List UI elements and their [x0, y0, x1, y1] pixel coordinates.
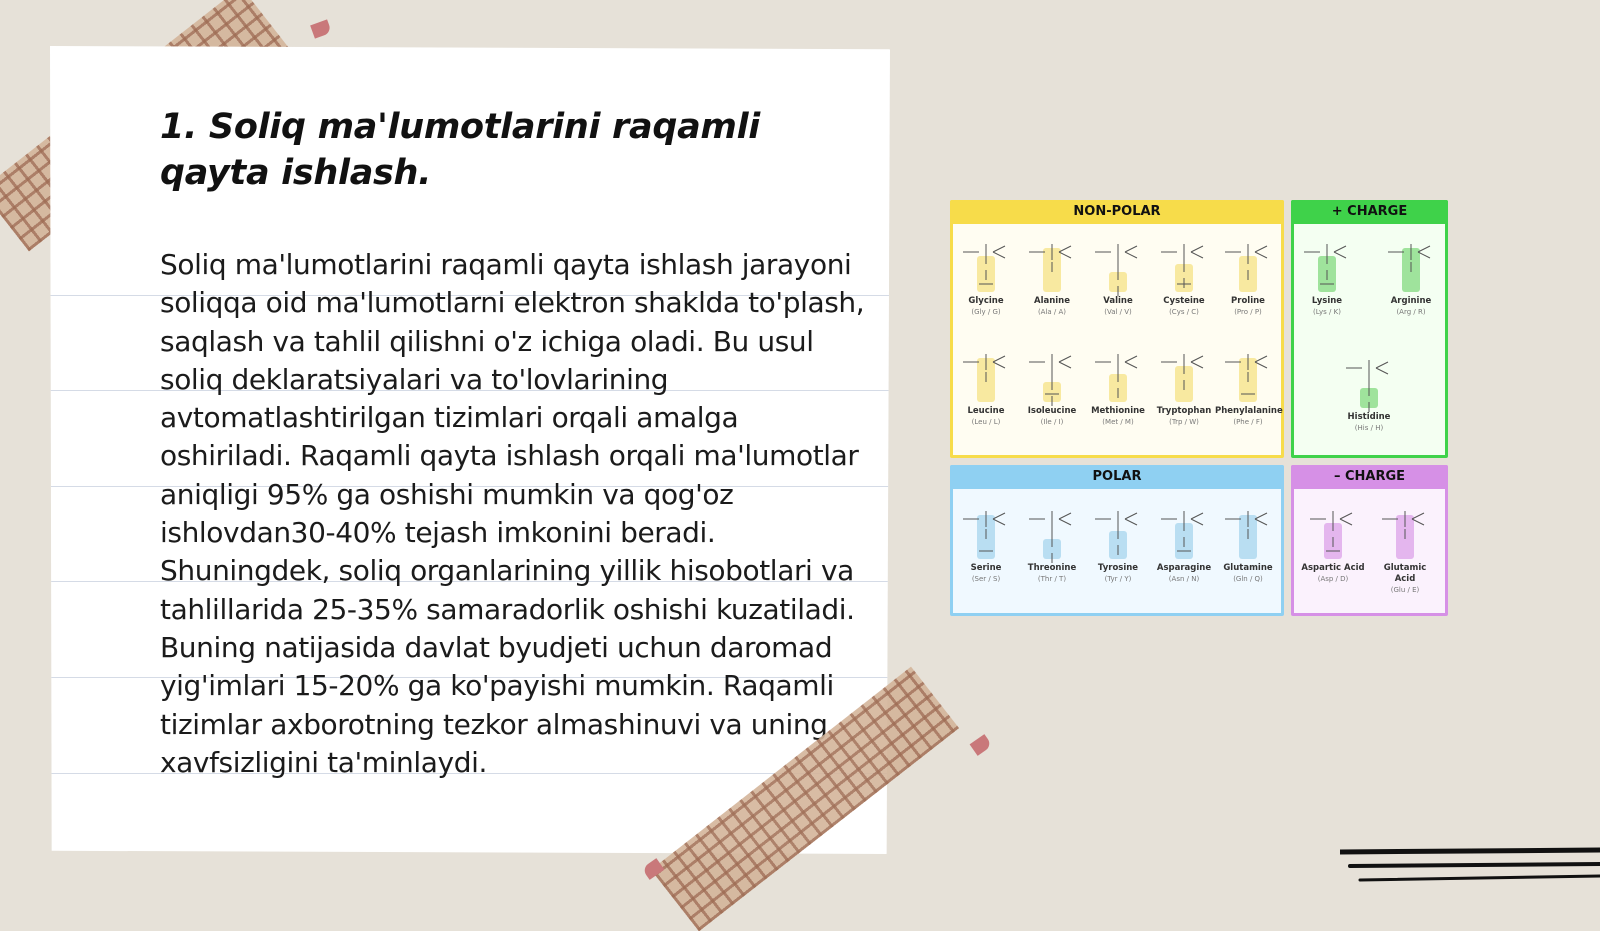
amino-acid-code: (Arg / R): [1396, 308, 1426, 316]
amino-acid-code: (Asn / N): [1168, 575, 1200, 583]
amino-acid-code: (Met / M): [1102, 418, 1134, 426]
molecule-structure: [1089, 346, 1147, 406]
amino-acid-name: Threonine: [1027, 563, 1077, 573]
molecule-structure: [1089, 503, 1147, 563]
positive-charge-body: [1294, 224, 1445, 455]
amino-acid-code: (His / H): [1354, 424, 1384, 432]
amino-acid-name: Proline: [1231, 296, 1265, 306]
amino-acid-name: Lysine: [1311, 296, 1343, 306]
amino-acid-name: Tyrosine: [1097, 563, 1139, 573]
polar-panel: [950, 465, 1284, 616]
slide-title: 1. Soliq ma'lumotlarini raqamli qayta ishlash.: [160, 107, 760, 193]
amino-acid-name: Tryptophan: [1156, 406, 1212, 416]
amino-acid-code: (Gln / Q): [1233, 575, 1263, 583]
amino-acid-name: Serine: [970, 563, 1002, 573]
molecule-structure: [1219, 503, 1277, 563]
amino-acid-glycine: [953, 236, 1019, 317]
amino-acid-name: Methionine: [1091, 406, 1145, 416]
molecule-structure: [1382, 236, 1440, 296]
amino-acid-code: (Phe / F): [1233, 418, 1263, 426]
amino-acid-histidine: [1336, 352, 1402, 433]
nonpolar-body: [953, 224, 1281, 455]
slide-body-text: Soliq ma'lumotlarini raqamli qayta ishlash jarayoni soliqqa oid ma'lumotlarni elektron shaklda to'plash, saqlash va tahlil qilishni o'z ichiga oladi. Bu usul soliq deklaratsiyalari va to'lovlarining avtomatlashtirilgan tizimlari orqali amalga oshiriladi. Raqamli qayta ishlash orqali ma'lumotlar aniqligi 95% ga oshishi mumkin va qog'oz ishlovdan30-40% tejash imkonini beradi. Shuningdek, soliq organlarining yillik hisobotlari va tahlillarida 25-35% samaradorlik oshishi kuzatiladi. Buning natijasida davlat byudjeti uchun daromad yig'imlari 15-20% ga ko'payishi mumkin. Raqamli tizimlar axborotning tezkor almashinuvi va uning xavfsizligini ta'minlaydi.: [160, 248, 865, 779]
amino-acid-code: (Ala / A): [1037, 308, 1067, 316]
amino-acid-name: Alanine: [1033, 296, 1070, 306]
amino-acid-code: (Ile / I): [1040, 418, 1064, 426]
amino-acid-chart: [950, 200, 1450, 618]
amino-acid-code: (Lys / K): [1313, 308, 1341, 316]
amino-acid-name: Arginine: [1390, 296, 1432, 306]
molecule-structure: [1023, 503, 1081, 563]
polar-body: [953, 489, 1281, 613]
amino-acid-name: Glutamic Acid: [1383, 563, 1427, 584]
molecule-structure: [1155, 503, 1213, 563]
molecule-structure: [1155, 346, 1213, 406]
amino-acid-code: (Glu / E): [1390, 586, 1420, 594]
amino-acid-aspartic-acid: [1300, 503, 1366, 584]
amino-acid-methionine: [1085, 346, 1151, 427]
amino-acid-code: (Cys / C): [1169, 308, 1199, 316]
amino-acid-code: (Ser / S): [971, 575, 1001, 583]
molecule-structure: [957, 503, 1015, 563]
negative-charge-panel: [1291, 465, 1448, 616]
molecule-structure: [1304, 503, 1362, 563]
polar-header: POLAR: [950, 465, 1284, 489]
amino-acid-code: (Val / V): [1104, 308, 1132, 316]
negative-charge-body: [1294, 489, 1445, 613]
amino-acid-code: (Tyr / Y): [1104, 575, 1132, 583]
molecule-structure: [957, 346, 1015, 406]
molecule-structure: [1376, 503, 1434, 563]
molecule-structure: [1298, 236, 1356, 296]
amino-acid-proline: [1215, 236, 1281, 317]
amino-acid-code: (Thr / T): [1037, 575, 1067, 583]
molecule-structure: [1089, 236, 1147, 296]
amino-acid-name: Cysteine: [1163, 296, 1205, 306]
nonpolar-panel: [950, 200, 1284, 458]
amino-acid-lysine: [1294, 236, 1360, 317]
amino-acid-name: Isoleucine: [1027, 406, 1077, 416]
amino-acid-arginine: [1378, 236, 1444, 317]
marker-scribble: [1340, 846, 1600, 890]
amino-acid-code: (Trp / W): [1169, 418, 1199, 426]
negative-charge-header: – CHARGE: [1291, 465, 1448, 489]
amino-acid-code: (Gly / G): [971, 308, 1001, 316]
amino-acid-threonine: [1019, 503, 1085, 584]
amino-acid-valine: [1085, 236, 1151, 317]
amino-acid-name: Glutamine: [1223, 563, 1273, 573]
amino-acid-cysteine: [1151, 236, 1217, 317]
molecule-structure: [1155, 236, 1213, 296]
amino-acid-tyrosine: [1085, 503, 1151, 584]
amino-acid-phenylalanine: [1215, 346, 1281, 427]
molecule-structure: [1219, 346, 1277, 406]
amino-acid-name: Phenylalanine: [1215, 406, 1283, 416]
amino-acid-tryptophan: [1151, 346, 1217, 427]
amino-acid-serine: [953, 503, 1019, 584]
molecule-structure: [957, 236, 1015, 296]
amino-acid-name: Glycine: [968, 296, 1004, 306]
amino-acid-code: (Asp / D): [1317, 575, 1349, 583]
amino-acid-name: Aspartic Acid: [1301, 563, 1365, 573]
molecule-structure: [1023, 346, 1081, 406]
amino-acid-name: Histidine: [1347, 412, 1391, 422]
amino-acid-name: Leucine: [967, 406, 1005, 416]
amino-acid-code: (Pro / P): [1234, 308, 1262, 316]
positive-charge-header: + CHARGE: [1291, 200, 1448, 224]
amino-acid-name: Asparagine: [1156, 563, 1212, 573]
tape-tip-top: [310, 19, 332, 38]
positive-charge-panel: [1291, 200, 1448, 458]
nonpolar-header: NON-POLAR: [950, 200, 1284, 224]
amino-acid-glutamine: [1215, 503, 1281, 584]
amino-acid-asparagine: [1151, 503, 1217, 584]
amino-acid-glutamic-acid: [1372, 503, 1438, 595]
amino-acid-alanine: [1019, 236, 1085, 317]
amino-acid-leucine: [953, 346, 1019, 427]
tape-tip-bottom: [970, 734, 993, 756]
molecule-structure: [1219, 236, 1277, 296]
amino-acid-name: Valine: [1103, 296, 1133, 306]
molecule-structure: [1023, 236, 1081, 296]
amino-acid-code: (Leu / L): [971, 418, 1001, 426]
molecule-structure: [1340, 352, 1398, 412]
amino-acid-isoleucine: [1019, 346, 1085, 427]
